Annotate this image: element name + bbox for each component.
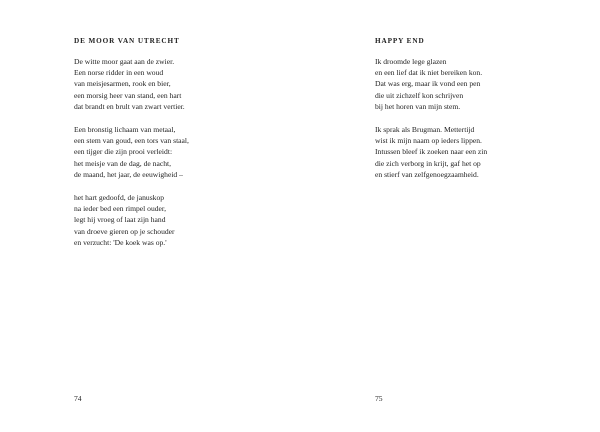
poem-line: een morsig heer van stand, een hart	[74, 90, 182, 100]
poem-line: van meisjesarmen, rook en bier,	[74, 79, 171, 89]
right-page	[300, 0, 600, 432]
poem-line: Een bronstig lichaam van metaal,	[74, 125, 176, 135]
poem-line: het meisje van de dag, de nacht,	[74, 158, 171, 168]
poem-line: die zich verborg in krijt, gaf het op	[375, 158, 481, 168]
page-number: 74	[74, 394, 82, 403]
poem-line: die uit zichzelf kon schrijven	[375, 90, 464, 100]
stanza	[375, 56, 487, 112]
poem-line: de maand, het jaar, de eeuwigheid –	[74, 169, 183, 179]
poem-line: Ik sprak als Brugman. Mettertijd	[375, 125, 475, 135]
poem-line: en een lief dat ik niet bereiken kon.	[375, 68, 483, 78]
stanza	[375, 124, 487, 180]
poem-line: en stierf van zelfgenoegzaamheid.	[375, 169, 479, 179]
poem-line: van droeve gieren op je schouder	[74, 226, 175, 236]
poem-line: een tijger die zijn prooi verleidt:	[74, 147, 173, 157]
poem-line: Intussen bleef ik zoeken naar een zin	[375, 147, 488, 157]
poem-line: bij het horen van mijn stem.	[375, 101, 461, 111]
poem-line: een stem van goud, een tors van staal,	[74, 136, 189, 146]
poem-line: Ik droomde lege glazen	[375, 57, 447, 66]
poem-line: Dat was erg, maar ik vond een pen	[375, 79, 481, 89]
stanza	[74, 56, 189, 112]
poem-title: DE MOOR VAN UTRECHT	[74, 37, 180, 45]
poem-line: dat brandt en brult van zwart vertier.	[74, 101, 185, 111]
poem-line: het hart gedoofd, de januskop	[74, 193, 165, 203]
page-number: 75	[375, 394, 383, 403]
poem-happy-end	[375, 37, 487, 192]
poem-line: legt hij vroeg of laat zijn hand	[74, 215, 166, 225]
poem-line: en verzucht: 'De koek was op.'	[74, 237, 167, 247]
poem-line: De witte moor gaat aan de zwier.	[74, 57, 175, 66]
poem-title: HAPPY END	[375, 37, 425, 45]
poem-line: wist ik mijn naam op ieders lippen.	[375, 136, 482, 146]
stanza	[74, 192, 189, 248]
poem-line: Een norse ridder in een woud	[74, 68, 164, 78]
poem-de-moor-van-utrecht	[74, 37, 189, 260]
stanza	[74, 124, 189, 180]
poem-line: na ieder bed een rimpel ouder,	[74, 204, 167, 214]
